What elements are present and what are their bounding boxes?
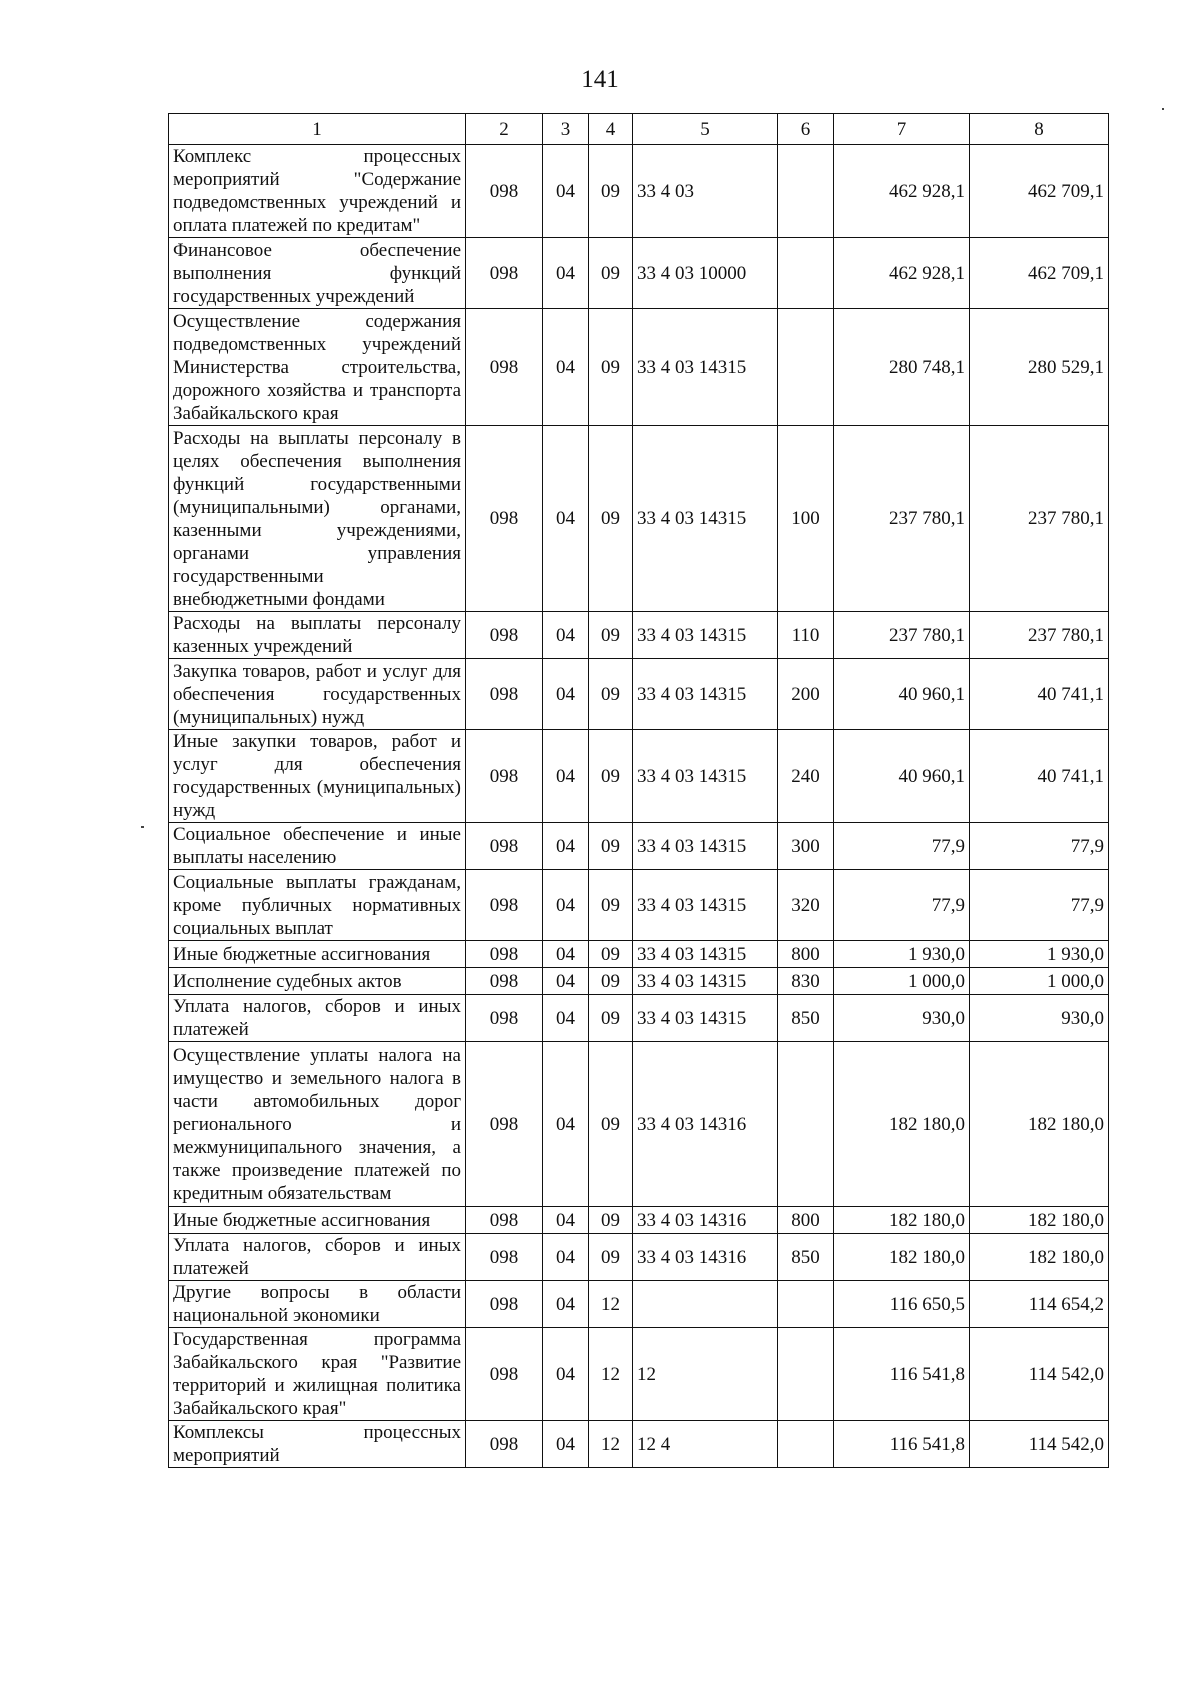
cell-code-5: 33 4 03 14316	[633, 1234, 778, 1281]
cell-name: Другие вопросы в области национальной экономики	[169, 1281, 466, 1328]
cell-name: Иные бюджетные ассигнования	[169, 941, 466, 968]
cell-amount-7: 116 541,8	[834, 1421, 970, 1468]
cell-amount-8: 280 529,1	[970, 309, 1109, 426]
cell-amount-8: 40 741,1	[970, 730, 1109, 823]
cell-name: Расходы на выплаты персоналу казенных учреждений	[169, 612, 466, 659]
cell-code-4: 12	[589, 1281, 633, 1328]
cell-code-2: 098	[466, 1281, 543, 1328]
cell-amount-8: 182 180,0	[970, 1042, 1109, 1207]
cell-code-3: 04	[543, 823, 589, 870]
cell-code-4: 09	[589, 995, 633, 1042]
cell-code-6	[778, 1281, 834, 1328]
cell-code-6: 800	[778, 1207, 834, 1234]
cell-code-5: 33 4 03 14316	[633, 1207, 778, 1234]
cell-amount-7: 40 960,1	[834, 730, 970, 823]
cell-code-6	[778, 309, 834, 426]
cell-code-2: 098	[466, 1234, 543, 1281]
cell-code-4: 09	[589, 870, 633, 941]
cell-code-6: 100	[778, 426, 834, 612]
cell-code-2: 098	[466, 730, 543, 823]
cell-amount-7: 40 960,1	[834, 659, 970, 730]
table-row	[169, 426, 1109, 612]
cell-code-3: 04	[543, 1207, 589, 1234]
cell-code-6	[778, 1421, 834, 1468]
cell-code-6	[778, 1328, 834, 1421]
table-body	[169, 145, 1109, 1468]
cell-amount-8: 77,9	[970, 823, 1109, 870]
cell-code-4: 09	[589, 659, 633, 730]
cell-code-2: 098	[466, 659, 543, 730]
table-row	[169, 309, 1109, 426]
cell-code-3: 04	[543, 238, 589, 309]
cell-name: Осуществление уплаты налога на имущество и земельного налога в части автомобильных дорог регионального и межмуниципального значения, а также произведение платежей по кредитным обязательствам	[169, 1042, 466, 1207]
cell-code-6	[778, 1042, 834, 1207]
cell-amount-8: 182 180,0	[970, 1234, 1109, 1281]
table-row	[169, 968, 1109, 995]
cell-code-3: 04	[543, 426, 589, 612]
cell-amount-7: 1 000,0	[834, 968, 970, 995]
scan-speck	[141, 826, 144, 828]
cell-amount-8: 237 780,1	[970, 612, 1109, 659]
cell-code-5: 33 4 03 10000	[633, 238, 778, 309]
cell-code-5: 33 4 03 14315	[633, 730, 778, 823]
cell-code-3: 04	[543, 968, 589, 995]
cell-amount-7: 280 748,1	[834, 309, 970, 426]
cell-code-3: 04	[543, 1421, 589, 1468]
cell-code-3: 04	[543, 1234, 589, 1281]
cell-code-5: 33 4 03 14315	[633, 612, 778, 659]
cell-code-3: 04	[543, 659, 589, 730]
table-row	[169, 995, 1109, 1042]
cell-code-2: 098	[466, 238, 543, 309]
cell-amount-8: 77,9	[970, 870, 1109, 941]
cell-code-5: 33 4 03 14316	[633, 1042, 778, 1207]
table-row	[169, 1234, 1109, 1281]
page-number: 141	[581, 66, 619, 93]
cell-code-3: 04	[543, 309, 589, 426]
table-row	[169, 941, 1109, 968]
cell-amount-8: 114 654,2	[970, 1281, 1109, 1328]
cell-code-4: 12	[589, 1421, 633, 1468]
cell-code-4: 09	[589, 823, 633, 870]
cell-amount-8: 462 709,1	[970, 145, 1109, 238]
cell-name: Комплексы процессных мероприятий	[169, 1421, 466, 1468]
cell-code-6: 110	[778, 612, 834, 659]
cell-code-6: 850	[778, 1234, 834, 1281]
cell-code-4: 09	[589, 426, 633, 612]
cell-name: Социальные выплаты гражданам, кроме публичных нормативных социальных выплат	[169, 870, 466, 941]
cell-amount-7: 182 180,0	[834, 1207, 970, 1234]
cell-amount-7: 182 180,0	[834, 1042, 970, 1207]
cell-code-4: 09	[589, 730, 633, 823]
cell-name: Расходы на выплаты персоналу в целях обеспечения выполнения функций государственными (муниципальными) органами, казенными учреждениями, органами управления государственными внебюджетными фондами	[169, 426, 466, 612]
cell-code-6: 240	[778, 730, 834, 823]
cell-code-4: 09	[589, 145, 633, 238]
cell-code-5	[633, 1281, 778, 1328]
cell-code-4: 09	[589, 968, 633, 995]
header-cell: 2	[466, 114, 543, 145]
table-row	[169, 145, 1109, 238]
cell-amount-8: 114 542,0	[970, 1421, 1109, 1468]
cell-code-2: 098	[466, 309, 543, 426]
cell-name: Уплата налогов, сборов и иных платежей	[169, 1234, 466, 1281]
cell-code-4: 09	[589, 309, 633, 426]
header-cell: 3	[543, 114, 589, 145]
cell-code-3: 04	[543, 145, 589, 238]
cell-amount-7: 462 928,1	[834, 145, 970, 238]
cell-amount-7: 1 930,0	[834, 941, 970, 968]
cell-amount-7: 462 928,1	[834, 238, 970, 309]
cell-amount-8: 40 741,1	[970, 659, 1109, 730]
cell-code-2: 098	[466, 1042, 543, 1207]
cell-amount-8: 237 780,1	[970, 426, 1109, 612]
cell-amount-8: 182 180,0	[970, 1207, 1109, 1234]
header-cell: 1	[169, 114, 466, 145]
cell-name: Комплекс процессных мероприятий "Содержание подведомственных учреждений и оплата платежей по кредитам"	[169, 145, 466, 238]
cell-code-4: 12	[589, 1328, 633, 1421]
cell-code-3: 04	[543, 1328, 589, 1421]
cell-amount-8: 1 000,0	[970, 968, 1109, 995]
cell-code-6	[778, 238, 834, 309]
cell-code-4: 09	[589, 1042, 633, 1207]
cell-code-3: 04	[543, 941, 589, 968]
cell-amount-7: 116 541,8	[834, 1328, 970, 1421]
cell-name: Осуществление содержания подведомственных учреждений Министерства строительства, дорожного хозяйства и транспорта Забайкальского края	[169, 309, 466, 426]
header-cell: 8	[970, 114, 1109, 145]
budget-table	[168, 113, 1109, 1468]
cell-code-5: 12	[633, 1328, 778, 1421]
cell-amount-7: 116 650,5	[834, 1281, 970, 1328]
header-row	[169, 114, 1109, 145]
table-row	[169, 612, 1109, 659]
cell-code-2: 098	[466, 612, 543, 659]
cell-amount-7: 237 780,1	[834, 426, 970, 612]
cell-name: Финансовое обеспечение выполнения функций государственных учреждений	[169, 238, 466, 309]
cell-code-2: 098	[466, 1328, 543, 1421]
cell-code-2: 098	[466, 823, 543, 870]
cell-code-2: 098	[466, 426, 543, 612]
cell-name: Государственная программа Забайкальского края "Развитие территорий и жилищная политика Забайкальского края"	[169, 1328, 466, 1421]
cell-code-5: 33 4 03 14315	[633, 426, 778, 612]
cell-code-5: 33 4 03 14315	[633, 941, 778, 968]
table-row	[169, 870, 1109, 941]
cell-code-4: 09	[589, 1207, 633, 1234]
cell-name: Иные бюджетные ассигнования	[169, 1207, 466, 1234]
cell-amount-7: 930,0	[834, 995, 970, 1042]
cell-code-5: 33 4 03	[633, 145, 778, 238]
cell-code-5: 33 4 03 14315	[633, 309, 778, 426]
table-row	[169, 1328, 1109, 1421]
cell-code-4: 09	[589, 1234, 633, 1281]
cell-code-3: 04	[543, 995, 589, 1042]
cell-amount-8: 114 542,0	[970, 1328, 1109, 1421]
table-row	[169, 1281, 1109, 1328]
cell-amount-7: 77,9	[834, 823, 970, 870]
cell-name: Социальное обеспечение и иные выплаты населению	[169, 823, 466, 870]
cell-code-6: 830	[778, 968, 834, 995]
cell-code-5: 33 4 03 14315	[633, 968, 778, 995]
header-cell: 7	[834, 114, 970, 145]
cell-code-5: 33 4 03 14315	[633, 823, 778, 870]
table-row	[169, 238, 1109, 309]
cell-code-2: 098	[466, 870, 543, 941]
table-row	[169, 1421, 1109, 1468]
cell-code-5: 33 4 03 14315	[633, 995, 778, 1042]
header-cell: 5	[633, 114, 778, 145]
cell-code-6: 300	[778, 823, 834, 870]
cell-code-2: 098	[466, 968, 543, 995]
cell-amount-8: 930,0	[970, 995, 1109, 1042]
header-cell: 4	[589, 114, 633, 145]
cell-name: Уплата налогов, сборов и иных платежей	[169, 995, 466, 1042]
cell-code-2: 098	[466, 1421, 543, 1468]
scan-speck	[1162, 108, 1164, 110]
cell-code-3: 04	[543, 870, 589, 941]
cell-code-5: 33 4 03 14315	[633, 870, 778, 941]
cell-code-3: 04	[543, 1281, 589, 1328]
cell-code-6: 850	[778, 995, 834, 1042]
header-cell: 6	[778, 114, 834, 145]
cell-code-6: 320	[778, 870, 834, 941]
cell-code-2: 098	[466, 941, 543, 968]
cell-code-3: 04	[543, 1042, 589, 1207]
cell-code-5: 12 4	[633, 1421, 778, 1468]
cell-code-4: 09	[589, 941, 633, 968]
cell-amount-7: 77,9	[834, 870, 970, 941]
table-row	[169, 1207, 1109, 1234]
cell-code-4: 09	[589, 238, 633, 309]
cell-code-2: 098	[466, 995, 543, 1042]
cell-code-3: 04	[543, 612, 589, 659]
cell-code-2: 098	[466, 145, 543, 238]
cell-code-6	[778, 145, 834, 238]
cell-name: Исполнение судебных актов	[169, 968, 466, 995]
cell-code-6: 200	[778, 659, 834, 730]
table-row	[169, 1042, 1109, 1207]
table-row	[169, 659, 1109, 730]
cell-code-5: 33 4 03 14315	[633, 659, 778, 730]
table-row	[169, 823, 1109, 870]
cell-amount-7: 237 780,1	[834, 612, 970, 659]
cell-code-3: 04	[543, 730, 589, 823]
cell-amount-7: 182 180,0	[834, 1234, 970, 1281]
cell-code-4: 09	[589, 612, 633, 659]
cell-amount-8: 462 709,1	[970, 238, 1109, 309]
table-row	[169, 730, 1109, 823]
cell-name: Закупка товаров, работ и услуг для обеспечения государственных (муниципальных) нужд	[169, 659, 466, 730]
cell-code-6: 800	[778, 941, 834, 968]
cell-amount-8: 1 930,0	[970, 941, 1109, 968]
cell-code-2: 098	[466, 1207, 543, 1234]
cell-name: Иные закупки товаров, работ и услуг для обеспечения государственных (муниципальных) нужд	[169, 730, 466, 823]
